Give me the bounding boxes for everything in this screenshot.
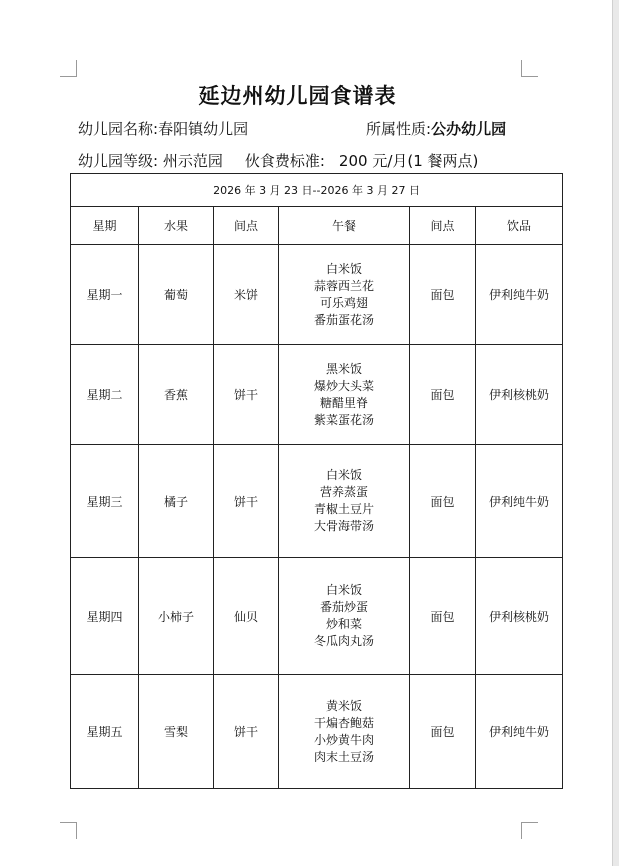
kindergarten-name-label: 幼儿园名称: (78, 120, 159, 138)
lunch-item: 爆炒大头菜 (313, 378, 374, 393)
grade-value: 州示范园 (162, 152, 223, 170)
grade-fee-line (78, 150, 478, 171)
date-range-row (71, 174, 563, 207)
fee-value: 200 元/月(1 餐两点) (338, 152, 479, 170)
column-header-snack-am: 间点 (214, 207, 279, 245)
lunch-item: 干煸杏鲍菇 (313, 715, 374, 730)
kindergarten-name-line (78, 118, 248, 139)
lunch-item: 白米饭 (325, 261, 362, 276)
kindergarten-nature-line (366, 118, 506, 139)
lunch-item: 营养蒸蛋 (319, 485, 368, 499)
crop-mark-bottom-right (521, 822, 538, 839)
fee-label: 伙食费标准: (244, 152, 325, 170)
grade-label: 幼儿园等级: (78, 152, 159, 170)
lunch-item: 肉末土豆汤 (313, 749, 374, 764)
day-cell: 星期三 (71, 445, 139, 558)
table-row (71, 675, 563, 789)
drink-cell: 伊利核桃奶 (476, 345, 563, 445)
lunch-item: 小炒黄牛肉 (313, 732, 374, 747)
snack-pm-cell: 面包 (410, 675, 476, 789)
fruit-cell: 橘子 (139, 445, 214, 558)
lunch-item: 青椒土豆片 (313, 502, 374, 516)
fruit-cell: 雪梨 (139, 675, 214, 789)
day-cell: 星期一 (71, 245, 139, 345)
kindergarten-name-value: 春阳镇幼儿园 (158, 120, 249, 138)
snack-pm-cell: 面包 (410, 345, 476, 445)
menu-table (70, 173, 563, 789)
snack-pm-cell: 面包 (410, 245, 476, 345)
lunch-cell (279, 245, 410, 345)
fruit-cell: 葡萄 (139, 245, 214, 345)
snack-am-cell: 仙贝 (214, 558, 279, 675)
lunch-item: 炒和菜 (325, 617, 362, 631)
lunch-cell (279, 675, 410, 789)
crop-mark-bottom-left (60, 822, 77, 839)
drink-cell: 伊利纯牛奶 (476, 675, 563, 789)
table-row (71, 445, 563, 558)
column-header-day: 星期 (71, 207, 139, 245)
snack-pm-cell: 面包 (410, 445, 476, 558)
day-cell: 星期二 (71, 345, 139, 445)
kindergarten-nature-label: 所属性质: (366, 120, 432, 138)
column-header-drink: 饮品 (476, 207, 563, 245)
column-header-lunch: 午餐 (279, 207, 410, 245)
lunch-item: 紫菜蛋花汤 (313, 412, 374, 427)
lunch-item: 蒜蓉西兰花 (313, 278, 374, 293)
lunch-item: 冬瓜肉丸汤 (313, 634, 374, 648)
snack-am-cell: 饼干 (214, 445, 279, 558)
lunch-cell (279, 345, 410, 445)
drink-cell: 伊利核桃奶 (476, 558, 563, 675)
lunch-cell (279, 445, 410, 558)
table-row (71, 558, 563, 675)
snack-am-cell: 饼干 (214, 345, 279, 445)
table-row (71, 245, 563, 345)
column-header-snack-pm: 间点 (410, 207, 476, 245)
document-title: 延边州幼儿园食谱表 (198, 83, 397, 108)
drink-cell: 伊利纯牛奶 (476, 445, 563, 558)
lunch-cell (279, 558, 410, 675)
header-row (71, 207, 563, 245)
day-cell: 星期五 (71, 675, 139, 789)
lunch-item: 可乐鸡翅 (319, 295, 368, 310)
crop-mark-top-left (60, 60, 77, 77)
lunch-item: 番茄蛋花汤 (313, 312, 374, 327)
snack-am-cell: 饼干 (214, 675, 279, 789)
lunch-item: 黑米饭 (325, 361, 362, 376)
lunch-item: 糖醋里脊 (319, 395, 368, 410)
crop-mark-top-right (521, 60, 538, 77)
lunch-item: 黄米饭 (325, 698, 362, 713)
drink-cell: 伊利纯牛奶 (476, 245, 563, 345)
snack-pm-cell: 面包 (410, 558, 476, 675)
lunch-item: 白米饭 (325, 583, 362, 597)
fruit-cell: 小柿子 (139, 558, 214, 675)
lunch-item: 白米饭 (325, 468, 362, 482)
date-range: 2026 年 3 月 23 日--2026 年 3 月 27 日 (71, 174, 563, 207)
day-cell: 星期四 (71, 558, 139, 675)
fruit-cell: 香蕉 (139, 345, 214, 445)
lunch-item: 番茄炒蛋 (319, 600, 368, 614)
table-row (71, 345, 563, 445)
kindergarten-nature-value: 公办幼儿园 (431, 120, 507, 138)
column-header-fruit: 水果 (139, 207, 214, 245)
snack-am-cell: 米饼 (214, 245, 279, 345)
page-scrollbar[interactable] (612, 0, 619, 866)
lunch-item: 大骨海带汤 (313, 519, 374, 533)
